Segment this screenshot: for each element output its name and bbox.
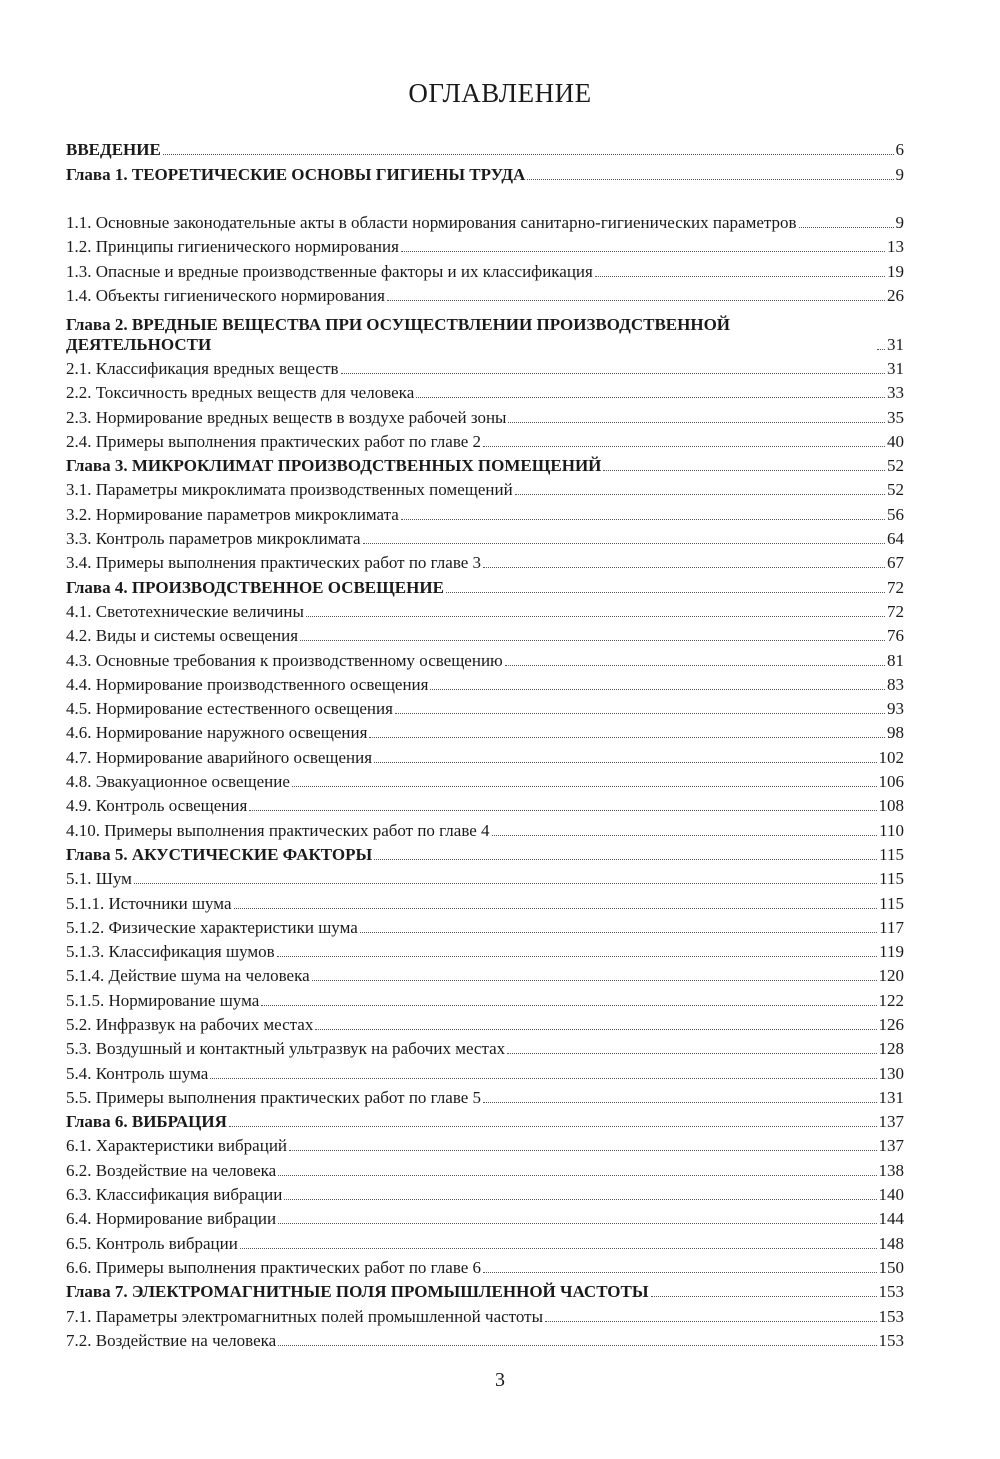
toc-entry-title: 6.2. Воздействие на человека	[66, 1160, 277, 1180]
dot-leader	[374, 859, 877, 860]
toc-section-entry	[66, 743, 904, 767]
toc-entry-page: 131	[878, 1087, 904, 1107]
toc-entry-page: 83	[887, 674, 904, 694]
toc-entry-title: 5.1.5. Нормирование шума	[66, 990, 260, 1010]
toc-entry-page: 81	[887, 650, 904, 670]
toc-entry-page: 40	[887, 431, 904, 451]
toc-entry-title: 5.5. Примеры выполнения практических работ по главе 5	[66, 1087, 482, 1107]
toc-entry-page: 31	[887, 358, 904, 378]
toc-chapter-entry	[66, 306, 904, 355]
toc-entry-page: 137	[878, 1112, 904, 1132]
toc-section-entry	[66, 1302, 904, 1326]
toc-entry-title: 1.2. Принципы гигиенического нормирования	[66, 237, 399, 257]
toc-entry-title: 4.7. Нормирование аварийного освещения	[66, 747, 373, 767]
toc-section-entry	[66, 962, 904, 986]
toc-entry-title: 5.4. Контроль шума	[66, 1063, 209, 1083]
toc-entry-page: 98	[887, 723, 904, 743]
toc-entry-page: 52	[887, 480, 904, 500]
toc-entry-title: 6.1. Характеристики вибраций	[66, 1136, 288, 1156]
toc-section-entry	[66, 1254, 904, 1278]
toc-entry-title: Глава 6. ВИБРАЦИЯ	[66, 1112, 227, 1132]
toc-entry-page: 93	[887, 699, 904, 719]
dot-leader	[395, 713, 885, 714]
dot-leader	[515, 494, 885, 495]
toc-entry-page: 64	[887, 529, 904, 549]
toc-section-entry	[66, 865, 904, 889]
dot-leader	[277, 956, 877, 957]
toc-entry-title: 4.3. Основные требования к производственному освещению	[66, 650, 503, 670]
toc-section-entry	[66, 768, 904, 792]
toc-entry-page: 31	[887, 334, 904, 354]
dot-leader	[603, 470, 885, 471]
toc-entry-page: 56	[887, 504, 904, 524]
toc-entry-page: 76	[887, 626, 904, 646]
toc-section-entry	[66, 1132, 904, 1156]
toc-entry-page: 115	[879, 869, 904, 889]
toc-section-entry	[66, 889, 904, 913]
toc-entry-title: 5.1. Шум	[66, 869, 132, 889]
toc-chapter-entry	[66, 573, 904, 597]
toc-entry-page: 106	[878, 772, 904, 792]
toc-section-entry	[66, 525, 904, 549]
dot-leader	[483, 1102, 876, 1103]
dot-leader	[374, 762, 876, 763]
dot-leader	[508, 422, 885, 423]
toc-entry-page: 9	[895, 213, 904, 233]
toc-entry-title: 4.4. Нормирование производственного освещения	[66, 674, 429, 694]
toc-entry-title: 5.3. Воздушный и контактный ультразвук на рабочих местах	[66, 1039, 506, 1059]
toc-section-entry	[66, 476, 904, 500]
dot-leader	[401, 519, 885, 520]
toc-entry-page: 6	[895, 140, 904, 160]
dot-leader	[261, 1005, 876, 1006]
dot-leader	[483, 1272, 876, 1273]
dot-leader	[595, 276, 885, 277]
dot-leader	[446, 592, 885, 593]
toc-entry-title: 3.3. Контроль параметров микроклимата	[66, 529, 361, 549]
toc-entry-page: 144	[878, 1209, 904, 1229]
toc-entry-page: 140	[878, 1185, 904, 1205]
toc-section-entry	[66, 233, 904, 257]
toc-entry-title: 5.1.3. Классификация шумов	[66, 942, 275, 962]
toc-entry-page: 120	[878, 966, 904, 986]
dot-leader	[284, 1199, 876, 1200]
toc-chapter-entry	[66, 1108, 904, 1132]
dot-leader	[229, 1126, 877, 1127]
toc-entry-page: 72	[887, 601, 904, 621]
toc-entry-title: 4.10. Примеры выполнения практических работ по главе 4	[66, 820, 490, 840]
dot-leader	[799, 227, 894, 228]
dot-leader	[312, 980, 877, 981]
toc-section-entry	[66, 403, 904, 427]
toc-entry-page: 72	[887, 577, 904, 597]
dot-leader	[416, 397, 885, 398]
dot-leader	[163, 154, 894, 155]
dot-leader	[278, 1345, 876, 1346]
toc-chapter-entry	[66, 452, 904, 476]
toc-entry-title: 6.4. Нормирование вибрации	[66, 1209, 277, 1229]
toc-entry-title: 6.6. Примеры выполнения практических работ по главе 6	[66, 1257, 482, 1277]
toc-section-entry	[66, 622, 904, 646]
dot-leader	[527, 179, 893, 180]
toc-entry-title: 7.1. Параметры электромагнитных полей промышленной частоты	[66, 1306, 543, 1326]
toc-entry-page: 35	[887, 407, 904, 427]
dot-leader	[507, 1053, 876, 1054]
toc-entry-title: 6.3. Классификация вибрации	[66, 1185, 283, 1205]
toc-entry-title: 2.1. Классификация вредных веществ	[66, 358, 339, 378]
toc-entry-title: 1.3. Опасные и вредные производственные факторы и их классификация	[66, 261, 593, 281]
dot-leader	[300, 640, 885, 641]
dot-leader	[545, 1321, 877, 1322]
dot-leader	[278, 1223, 876, 1224]
toc-chapter-entry	[66, 841, 904, 865]
dot-leader	[240, 1248, 877, 1249]
toc-entry-page: 148	[878, 1233, 904, 1253]
dot-leader	[651, 1296, 877, 1297]
toc-entry-page: 110	[879, 820, 904, 840]
dot-leader	[278, 1175, 876, 1176]
dot-leader	[483, 446, 885, 447]
toc-section-entry	[66, 1327, 904, 1351]
toc-entry-page: 67	[887, 553, 904, 573]
dot-leader	[430, 689, 885, 690]
dot-leader	[363, 543, 885, 544]
toc-section-entry	[66, 257, 904, 281]
toc-section-entry	[66, 549, 904, 573]
toc-entry-title: 3.1. Параметры микроклимата производственных помещений	[66, 480, 513, 500]
toc-section-entry	[66, 1205, 904, 1229]
dot-leader	[210, 1078, 876, 1079]
toc-entry-title: 4.9. Контроль освещения	[66, 796, 248, 816]
toc-entry-page: 130	[878, 1063, 904, 1083]
toc-section-entry	[66, 1084, 904, 1108]
toc-entry-title: Глава 1. ТЕОРЕТИЧЕСКИЕ ОСНОВЫ ГИГИЕНЫ ТРУДА	[66, 164, 526, 184]
dot-leader	[315, 1029, 876, 1030]
toc-entry-title: 4.6. Нормирование наружного освещения	[66, 723, 368, 743]
toc-section-entry	[66, 282, 904, 306]
toc-entry-title: 3.2. Нормирование параметров микроклимата	[66, 504, 399, 524]
toc-section-entry	[66, 914, 904, 938]
toc-entry-page: 117	[879, 917, 904, 937]
toc-entry-page: 153	[878, 1306, 904, 1326]
toc-entry-title: Глава 4. ПРОИЗВОДСТВЕННОЕ ОСВЕЩЕНИЕ	[66, 577, 444, 597]
toc-entry-title: 4.1. Светотехнические величины	[66, 601, 304, 621]
toc-section-entry	[66, 671, 904, 695]
toc-entry-page: 52	[887, 456, 904, 476]
toc-section-entry	[66, 719, 904, 743]
dot-leader	[369, 737, 885, 738]
dot-leader	[341, 373, 885, 374]
toc-section-entry	[66, 1059, 904, 1083]
table-of-contents	[66, 136, 904, 1351]
dot-leader	[306, 616, 885, 617]
toc-entry-title: Глава 3. МИКРОКЛИМАТ ПРОИЗВОДСТВЕННЫХ ПОМЕЩЕНИЙ	[66, 456, 602, 476]
toc-section-entry	[66, 1181, 904, 1205]
toc-entry-page: 26	[887, 286, 904, 306]
toc-section-entry	[66, 355, 904, 379]
toc-entry-page: 122	[878, 990, 904, 1010]
toc-entry-title: 1.4. Объекты гигиенического нормирования	[66, 286, 385, 306]
toc-entry-title: 2.3. Нормирование вредных веществ в воздухе рабочей зоны	[66, 407, 507, 427]
dot-leader	[877, 349, 885, 350]
toc-section-entry	[66, 1011, 904, 1035]
toc-entry-page: 119	[879, 942, 904, 962]
toc-entry-page: 115	[879, 893, 904, 913]
toc-entry-page: 33	[887, 383, 904, 403]
toc-entry-page: 13	[887, 237, 904, 257]
dot-leader	[249, 810, 876, 811]
page-title: ОГЛАВЛЕНИЕ	[408, 78, 592, 108]
toc-entry-title: 2.2. Токсичность вредных веществ для человека	[66, 383, 415, 403]
toc-section-entry	[66, 1156, 904, 1180]
toc-entry-title: 4.8. Эвакуационное освещение	[66, 772, 290, 792]
toc-entry-page: 19	[887, 261, 904, 281]
toc-entry-title: 6.5. Контроль вибрации	[66, 1233, 238, 1253]
toc-section-entry	[66, 185, 904, 234]
toc-section-entry	[66, 1035, 904, 1059]
dot-leader	[387, 300, 885, 301]
toc-section-entry	[66, 428, 904, 452]
toc-entry-page: 153	[878, 1282, 904, 1302]
toc-chapter-entry	[66, 136, 904, 160]
toc-entry-title: 5.1.4. Действие шума на человека	[66, 966, 310, 986]
toc-entry-page: 137	[878, 1136, 904, 1156]
toc-section-entry	[66, 1229, 904, 1253]
dot-leader	[483, 567, 885, 568]
toc-entry-page: 128	[878, 1039, 904, 1059]
page-number: 3	[495, 1369, 505, 1391]
toc-entry-title: 3.4. Примеры выполнения практических работ по главе 3	[66, 553, 482, 573]
toc-entry-title: 5.1.2. Физические характеристики шума	[66, 917, 358, 937]
toc-entry-title: 1.1. Основные законодательные акты в области нормирования санитарно-гигиенических параметров	[66, 213, 797, 233]
toc-entry-title: ВВЕДЕНИЕ	[66, 140, 161, 160]
toc-entry-title: 2.4. Примеры выполнения практических работ по главе 2	[66, 431, 482, 451]
toc-section-entry	[66, 379, 904, 403]
toc-entry-title: Глава 7. ЭЛЕКТРОМАГНИТНЫЕ ПОЛЯ ПРОМЫШЛЕННОЙ ЧАСТОТЫ	[66, 1282, 649, 1302]
toc-entry-title: 5.1.1. Источники шума	[66, 893, 232, 913]
dot-leader	[292, 786, 877, 787]
toc-entry-page: 115	[879, 844, 904, 864]
toc-entry-title: Глава 2. ВРЕДНЫЕ ВЕЩЕСТВА ПРИ ОСУЩЕСТВЛЕНИИ ПРОИЗВОДСТВЕННОЙ ДЕЯТЕЛЬНОСТИ	[66, 314, 731, 354]
dot-leader	[360, 932, 877, 933]
toc-section-entry	[66, 938, 904, 962]
toc-section-entry	[66, 646, 904, 670]
toc-entry-page: 153	[878, 1330, 904, 1350]
toc-entry-title: Глава 5. АКУСТИЧЕСКИЕ ФАКТОРЫ	[66, 844, 373, 864]
toc-entry-page: 9	[895, 164, 904, 184]
toc-section-entry	[66, 500, 904, 524]
toc-entry-page: 102	[878, 747, 904, 767]
toc-entry-page: 138	[878, 1160, 904, 1180]
toc-entry-title: 7.2. Воздействие на человека	[66, 1330, 277, 1350]
toc-entry-page: 126	[878, 1014, 904, 1034]
toc-chapter-entry	[66, 160, 904, 184]
toc-entry-page: 108	[878, 796, 904, 816]
toc-entry-page: 150	[878, 1257, 904, 1277]
toc-section-entry	[66, 598, 904, 622]
toc-section-entry	[66, 695, 904, 719]
toc-section-entry	[66, 816, 904, 840]
toc-chapter-entry	[66, 1278, 904, 1302]
dot-leader	[134, 883, 877, 884]
toc-entry-title: 4.2. Виды и системы освещения	[66, 626, 299, 646]
toc-entry-title: 4.5. Нормирование естественного освещения	[66, 699, 393, 719]
dot-leader	[289, 1150, 876, 1151]
dot-leader	[234, 908, 878, 909]
dot-leader	[505, 665, 885, 666]
toc-section-entry	[66, 792, 904, 816]
dot-leader	[492, 835, 878, 836]
dot-leader	[401, 251, 885, 252]
toc-entry-title: 5.2. Инфразвук на рабочих местах	[66, 1014, 314, 1034]
toc-section-entry	[66, 986, 904, 1010]
